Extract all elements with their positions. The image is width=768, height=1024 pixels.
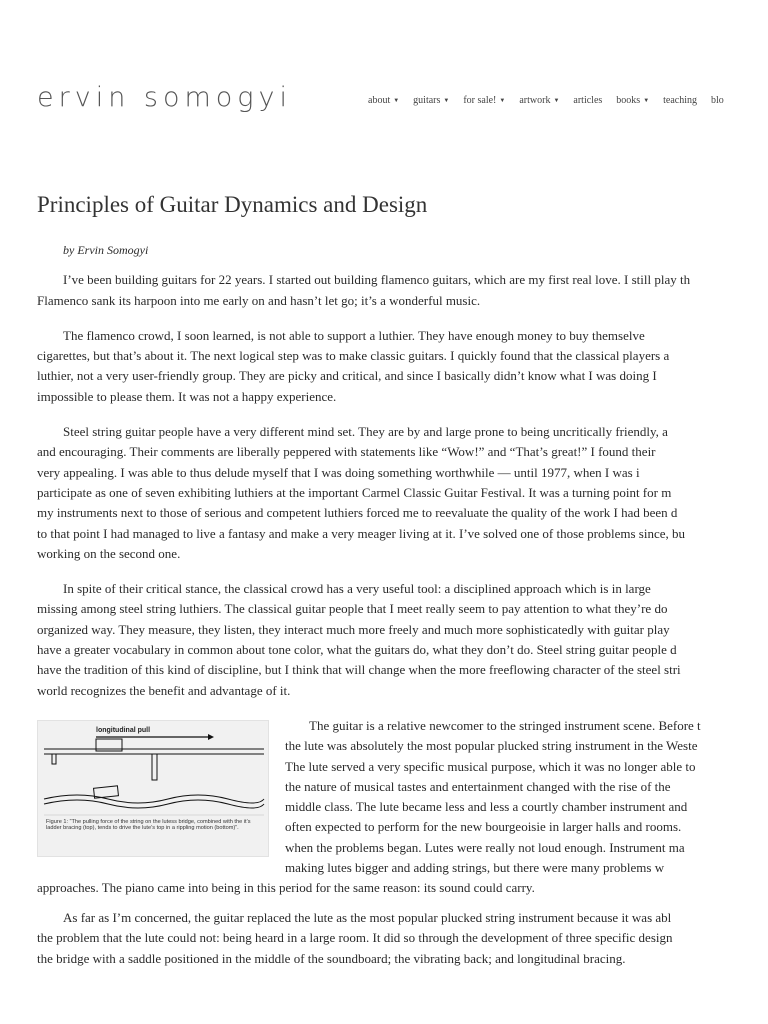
lute-diagram-illustration xyxy=(38,721,268,856)
text-line: impossible to please them. It was not a happy experience. xyxy=(37,388,337,404)
nav-item-guitars[interactable] xyxy=(413,95,449,106)
nav-item-blog[interactable] xyxy=(711,95,724,106)
text-line: approaches. The piano came into being in this period for the same reason: its sound could carry. xyxy=(37,879,535,895)
text-line: I’ve been building guitars for 22 years. I started out building flamenco guitars, which are my first real love. I still play th xyxy=(63,272,691,288)
caret-down-icon: ▼ xyxy=(643,98,650,104)
text-line: making lutes bigger and adding strings, but there were many problems w xyxy=(285,860,665,876)
nav-label: guitars xyxy=(413,95,441,106)
byline: by Ervin Somogyi xyxy=(63,243,149,257)
text-line: As far as I’m concerned, the guitar replaced the lute as the most popular plucked string instrument because it was abl xyxy=(63,909,672,925)
caret-down-icon: ▼ xyxy=(393,98,400,104)
text-line: very appealing. I was able to thus delude myself that I was doing something worthwhile — until 1977, when I was i xyxy=(37,464,640,480)
text-line: The flamenco crowd, I soon learned, is not able to support a luthier. They have enough money to buy themselve xyxy=(63,327,645,343)
text-line: the bridge with a saddle positioned in the middle of the soundboard; the vibrating back; and longitudinal bracing. xyxy=(37,950,626,966)
text-line: missing among steel string luthiers. The classical guitar people that I meet really seem to pay attention to what they’re do xyxy=(37,601,668,617)
nav-label: books xyxy=(616,95,641,106)
text-line: have the tradition of this kind of discipline, but I think that will change when the more freeflowing character of the steel stri xyxy=(37,662,681,678)
nav-item-for-sale[interactable] xyxy=(463,95,505,106)
text-line: luthier, not a very user-friendly group. They are picky and critical, and since I basically didn’t know what I was doing I xyxy=(37,368,657,384)
nav-label: artwork xyxy=(519,95,551,106)
site-header xyxy=(0,0,768,140)
text-line: the nature of musical tastes and entertainment changed with the rise of the xyxy=(285,778,671,794)
text-line: often expected to perform for the new bourgeoisie in larger halls and rooms. xyxy=(285,819,682,835)
text-line: when the problems began. Lutes were really not loud enough. Instrument ma xyxy=(285,839,685,855)
text-line: my instruments next to those of serious and competent luthiers forced me to reevaluate the quality of the work I had been d xyxy=(37,505,678,521)
text-line: world recognizes the benefit and advantage of it. xyxy=(37,682,291,698)
page-title: Principles of Guitar Dynamics and Design xyxy=(37,192,428,217)
text-line: cigarettes, but that’s about it. The next logical step was to make classic guitars. I quickly found that the classical players a xyxy=(37,348,670,364)
text-line: the problem that the lute could not: being heard in a large room. It did so through the development of three specific design xyxy=(37,930,673,946)
lute-bridge-figure xyxy=(37,720,269,857)
paragraph xyxy=(37,422,768,564)
paragraph xyxy=(37,579,768,701)
site-title[interactable]: ervin somogyi xyxy=(37,82,292,113)
nav-item-artwork[interactable] xyxy=(519,95,559,106)
text-line: working on the second one. xyxy=(37,545,181,561)
nav-item-about[interactable] xyxy=(368,95,399,106)
figure-with-text xyxy=(37,716,768,908)
text-line: to that point I had managed to live a fantasy and make a very meager living at it. I’ve solved one of those problems since, bu xyxy=(37,525,686,541)
text-line: organized way. They measure, they listen, they interact much more freely and much more sophisticatedly with guitar play xyxy=(37,621,670,637)
paragraph xyxy=(37,908,768,969)
main-nav xyxy=(368,95,738,106)
caret-down-icon: ▼ xyxy=(553,98,560,104)
nav-item-books[interactable] xyxy=(616,95,649,106)
paragraph xyxy=(37,326,768,407)
caret-down-icon: ▼ xyxy=(443,98,450,104)
nav-item-articles[interactable] xyxy=(573,95,602,106)
nav-item-teaching[interactable] xyxy=(663,95,697,106)
nav-label: blo xyxy=(711,95,724,106)
wrapped-paragraph xyxy=(285,716,701,878)
text-line: the lute was absolutely the most popular plucked string instrument in the Weste xyxy=(285,738,698,754)
text-line: have a greater vocabulary in common about tone color, what the guitars do, what they don’t do. Steel string guitar people d xyxy=(37,642,677,658)
nav-label: articles xyxy=(573,95,603,106)
figure-caption: Figure 1: “The pulling force of the string on the lutess bridge, combined with the it’s ladder bracing (top), tends to drive the lute’s top in a rippling motion (bottom)”. xyxy=(46,818,251,832)
figure-label: longitudinal pull xyxy=(96,726,151,734)
paragraph xyxy=(37,270,768,311)
text-line: and encouraging. Their comments are liberally peppered with statements like “Wow!” and “That’s great!” I found their xyxy=(37,444,656,460)
text-line: In spite of their critical stance, the classical crowd has a very useful tool: a disciplined approach which is in large xyxy=(63,581,651,597)
caret-down-icon: ▼ xyxy=(499,98,506,104)
text-line: middle class. The lute became less and less a courtly chamber instrument and xyxy=(285,799,688,815)
text-line: participate as one of seven exhibiting luthiers at the important Carmel Classic Guitar Festival. It was a turning point for m xyxy=(37,484,672,500)
nav-label: for sale! xyxy=(463,95,497,106)
text-line: Steel string guitar people have a very different mind set. They are by and large prone to being uncritically friendly, a xyxy=(63,424,668,440)
text-line: Flamenco sank its harpoon into me early on and hasn’t let go; it’s a wonderful music. xyxy=(37,292,481,308)
article-body xyxy=(37,240,768,984)
text-line: The guitar is a relative newcomer to the stringed instrument scene. Before t xyxy=(309,717,701,733)
nav-label: teaching xyxy=(663,95,698,106)
nav-label: about xyxy=(368,95,391,106)
text-line: The lute served a very specific musical purpose, which it was no longer able to xyxy=(285,758,696,774)
